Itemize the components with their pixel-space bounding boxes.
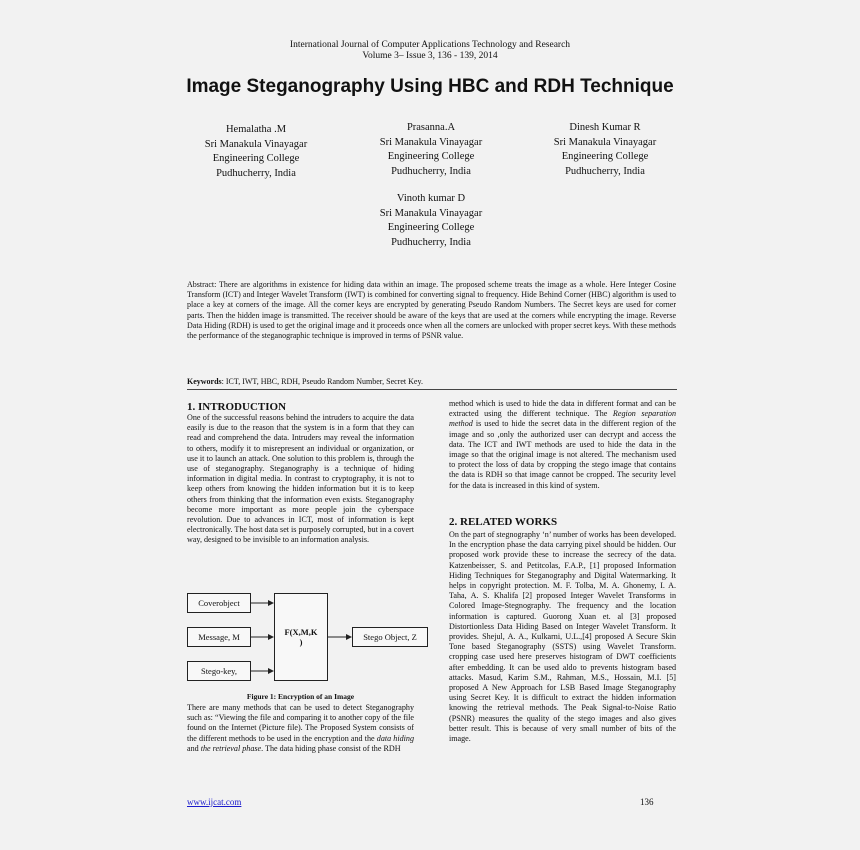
author-name: Hemalatha .M [225,124,287,135]
paper-title: Image Steganography Using HBC and RDH Technique [186,76,674,97]
author-location: Pudhucherry, India [565,165,645,177]
author-location: Pudhucherry, India [391,165,471,177]
author-affiliation: Sri Manakula Vinayagar [204,138,308,150]
abstract-text: There are algorithms in existence for hiding data within an image. The proposed scheme treats the image as a whole. Here Integer Cosine Transform (ICT) and Integer Wavelet Transform (IWT) is combined for converting signal to frequency. Hide Behind Corner (HBC) algorithm is used to place a key at corners of the image. All the corner keys are encrypted by generating Pseudo Random Numbers. The Secret keys are used for corner parts. Then the hidden image is transmitted. The receiver should be aware of the keys that are used at the corners while encrypting the image. Reverse Data Hiding (RDH) is used to get the original image and it proceeds once when all the corners are unlocked with proper secret keys. With these methods the performance of the steganographic technique is improved in terms of PSNR value. [187,280,677,341]
keywords-text: : ICT, IWT, HBC, RDH, Pseudo Random Number, Secret Key. [221,377,423,386]
author-affiliation: Sri Manakula Vinayagar [379,136,483,148]
diagram-box-output: Stego Object, Z [352,627,428,647]
introduction-paragraph: One of the successful reasons behind the intruders to acquire the data easily is due to the reason that the system is in a form that they can read and comprehend the data. Intruders may reveal the information to others, modify it to misrepresent an individual or organization, or use it to launch an attack. One solution to this problem is, through the use of steganography. Steganography is a technique of hiding information in digital media. In contrast to cryptography, it is not to keep others from knowing the hidden information but it is to keep others from thinking that the information even exists. Steganography become more important as more people join the cyberspace revolution. Due to advances in ICT, most of information is kept electronically. The host data set is purposely corrupted, but in a covert way, designed to be invisible to an information analysis. [187,413,415,545]
diagram-box-function: F(X,M,K ) [274,593,328,681]
keywords-label: Keywords [187,377,222,386]
author-name: Prasanna.A [406,122,456,133]
diagram-box-message: Message, M [187,627,251,647]
author-affiliation: Sri Manakula Vinayagar [553,136,657,148]
page-number: 136 [640,797,654,807]
author-affiliation: Engineering College [387,151,475,162]
author-name: Vinoth kumar D [396,193,466,204]
footer-link[interactable]: www.ijcat.com [187,797,242,807]
related-works-paragraph: On the part of stegnography ‘n’ number of works has been developed. In the encryption phase the data carrying pixel should be hidden. Our proposed work provide these to increase the secrecy of the data. Katzenbeisser, S. and Petitcolas, F.A.P., [1] proposed Information Hiding Techniques for Steganography and Digital Watermarking. It helps in copyright protection. M. F. Tolba, M. A. Ghonemy, I. A. Taha, A. S. Khalifa [2] proposed Integer Wavelet Transforms in Colored Image-Stegnography. The frequency and the location information is captured. Guorong Xuan et. al [3] proposed Distortionless Data Hiding Based on Integer Wavelet Transform. It provides. Shejul, A. A., Kulkarni, U.L.,[4] proposed A Secure Skin Tone based Steganography (SSTS) using Wavelet Transform. cropping case used here preserves histogram of DWT coefficients after embedding. It can be used aldo to prevents histogram based attacks. Masud, Karim S.M., Rahman, M.S., Hossain, M.I. [5] proposed A New Approach for LSB Based Image Steganography using Secret Key. It is difficult to extract the hidden information knowing the retrieval methods. The Peak Signal-to-Noise Ratio (PSNR) measures the quality of the stego images and also gives better result. This is because of very small number of bits of the image. [449,530,676,744]
author-location: Pudhucherry, India [391,236,471,248]
author-location: Pudhucherry, India [216,167,296,179]
author-affiliation: Engineering College [212,153,300,164]
author-affiliation: Sri Manakula Vinayagar [379,207,483,219]
section-heading: 2. RELATED WORKS [449,516,558,528]
journal-name: International Journal of Computer Applications Technology and Research [289,40,571,50]
diagram-box-cover: Coverobject [187,593,251,613]
methods-paragraph: There are many methods that can be used to detect Steganography such as: “Viewing the file and comparing it to another copy of the file found on the Internet (Picture file). The Proposed System consists of the different methods to be used in the encryption and the data hiding and the retrieval phase. The data hiding phase consist of the RDH [187,703,414,753]
journal-volume: Volume 3– Issue 3, 136 - 139, 2014 [362,51,498,61]
section-heading: 1. INTRODUCTION [187,401,287,413]
author-name: Dinesh Kumar R [569,122,641,133]
right-column-paragraph: method which is used to hide the data in different format and can be extracted using the different technique. The Region separation method is used to hide the secret data in the different region of the image and so ,only the authorized user can decrypt and access the data. The ICT and IWT methods are used to hide the data in the image so that the original image is not altered. The mechanism used to protect the loss of data by cropping the stego image that contains the data is RDH so that image cannot be cropped. The security level for the data is increased in this kind of system. [449,399,676,490]
author-affiliation: Engineering College [387,222,475,233]
abstract-label: Abstract: [187,280,217,289]
figure-caption: Figure 1: Encryption of an Image [246,692,355,701]
diagram-box-key: Stego-key, [187,661,251,681]
author-affiliation: Engineering College [561,151,649,162]
